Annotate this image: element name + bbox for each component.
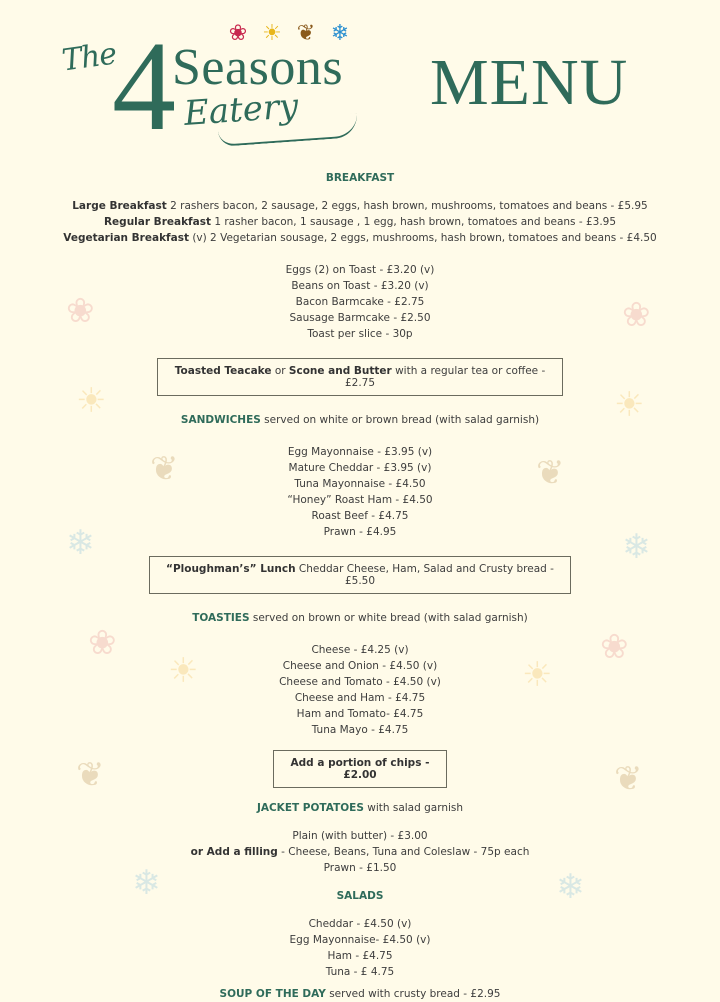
sandwiches-subtitle: served on white or brown bread (with salad garnish): [260, 414, 540, 426]
item-name: Toasted Teacake: [174, 365, 272, 377]
leaf-icon: ❦: [536, 453, 565, 493]
breakfast-title: BREAKFAST: [325, 172, 395, 184]
item-name: “Ploughman’s” Lunch: [166, 563, 296, 575]
sun-icon: ☀: [76, 381, 107, 421]
menu-item: Sausage Barmcake - £2.50: [289, 312, 431, 324]
menu-item: [0, 214, 720, 230]
eatery-logo: [58, 15, 378, 157]
menu-item: [0, 844, 720, 860]
sun-icon: ☀: [522, 655, 553, 695]
flower-icon: ❀: [88, 623, 117, 663]
menu-item: Egg Mayonnaise - £3.95 (v): [287, 446, 433, 458]
item-name: Scone and Butter: [288, 365, 392, 377]
jacket-potatoes-heading: [0, 800, 720, 816]
logo-seasons: Seasons: [172, 39, 344, 96]
sun-icon: ☀: [262, 21, 282, 46]
menu-item: Ham and Tomato- £4.75: [296, 708, 424, 720]
toasties-title: TOASTIES: [192, 612, 250, 624]
menu-item: “Honey” Roast Ham - £4.50: [287, 494, 433, 506]
logo-eatery: Eatery: [182, 86, 300, 134]
menu-item: Mature Cheddar - £3.95 (v): [288, 462, 432, 474]
menu-item: Prawn - £1.50: [323, 862, 397, 874]
menu-item: Plain (with butter) - £3.00: [292, 830, 428, 842]
item-name: Large Breakfast: [72, 200, 167, 212]
ploughmans-box: [149, 556, 571, 594]
snowflake-icon: ❄: [556, 867, 585, 907]
menu-item: Ham - £4.75: [327, 950, 393, 962]
jacket-potatoes-title: JACKET POTATOES: [256, 802, 364, 814]
menu-item: Cheese and Ham - £4.75: [294, 692, 426, 704]
flower-icon: ❀: [622, 295, 651, 335]
salads-title: SALADS: [336, 890, 384, 902]
menu-item: Roast Beef - £4.75: [311, 510, 409, 522]
sandwiches-heading: [0, 412, 720, 428]
menu-item: Tuna - £ 4.75: [325, 966, 395, 978]
menu-item: Tuna Mayonnaise - £4.50: [294, 478, 426, 490]
logo-four: 4: [112, 15, 176, 157]
item-name: Regular Breakfast: [103, 216, 211, 228]
menu-content: [0, 170, 720, 1002]
menu-item: Toast per slice - 30p: [307, 328, 413, 340]
toasties-subtitle: served on brown or white bread (with salad garnish): [249, 612, 528, 624]
snowflake-icon: ❄: [132, 863, 161, 903]
sun-icon: ☀: [614, 385, 645, 425]
flower-icon: ❀: [228, 21, 248, 46]
item-desc: 2 rashers bacon, 2 sausage, 2 eggs, hash brown, mushrooms, tomatoes and beans - £5.95: [170, 200, 648, 212]
menu-item: Egg Mayonnaise- £4.50 (v): [289, 934, 431, 946]
chips-box: [273, 750, 447, 788]
menu-item: [0, 230, 720, 246]
toasties-heading: [0, 610, 720, 626]
item-desc: (v) 2 Vegetarian sousage, 2 eggs, mushrooms, hash brown, tomatoes and beans - £4.50: [192, 232, 657, 244]
menu-item: Cheese and Tomato - £4.50 (v): [279, 676, 441, 688]
menu-item: Prawn - £4.95: [323, 526, 397, 538]
leaf-icon: ❦: [76, 755, 105, 795]
page-title: MENU: [430, 46, 629, 119]
chips-text: Add a portion of chips - £2.00: [290, 757, 430, 781]
item-name: Vegetarian Breakfast: [63, 232, 189, 244]
connector-text: or: [271, 365, 289, 377]
item-desc: 1 rasher bacon, 1 sausage , 1 egg, hash brown, tomatoes and beans - £3.95: [214, 216, 617, 228]
snowflake-icon: ❄: [330, 21, 350, 46]
soup-title: SOUP OF THE DAY: [219, 988, 326, 1000]
filling-label: or Add a filling: [190, 846, 278, 858]
snowflake-icon: ❄: [622, 527, 651, 567]
leaf-icon: ❦: [296, 21, 316, 46]
menu-item: Eggs (2) on Toast - £3.20 (v): [285, 264, 435, 276]
sandwiches-title: SANDWICHES: [180, 414, 261, 426]
teacake-offer-box: [157, 358, 563, 396]
menu-item: Cheese and Onion - £4.50 (v): [282, 660, 438, 672]
sun-icon: ☀: [168, 651, 199, 691]
soup-desc: served with crusty bread - £2.95: [325, 988, 501, 1000]
soup-line: [0, 986, 720, 1002]
menu-item: Bacon Barmcake - £2.75: [295, 296, 425, 308]
menu-item: [0, 198, 720, 214]
menu-item: Cheese - £4.25 (v): [311, 644, 409, 656]
leaf-icon: ❦: [614, 759, 643, 799]
menu-item: Cheddar - £4.50 (v): [308, 918, 412, 930]
item-desc: with a regular tea or coffee - £2.75: [344, 365, 546, 389]
flower-icon: ❀: [66, 291, 95, 331]
menu-item: Beans on Toast - £3.20 (v): [291, 280, 429, 292]
leaf-icon: ❦: [150, 449, 179, 489]
jacket-potatoes-subtitle: with salad garnish: [363, 802, 464, 814]
flower-icon: ❀: [600, 627, 629, 667]
snowflake-icon: ❄: [66, 523, 95, 563]
filling-desc: - Cheese, Beans, Tuna and Coleslaw - 75p each: [277, 846, 530, 858]
menu-item: Tuna Mayo - £4.75: [311, 724, 409, 736]
item-desc: Cheddar Cheese, Ham, Salad and Crusty bread - £5.50: [295, 563, 554, 587]
logo-the: The: [59, 36, 119, 79]
